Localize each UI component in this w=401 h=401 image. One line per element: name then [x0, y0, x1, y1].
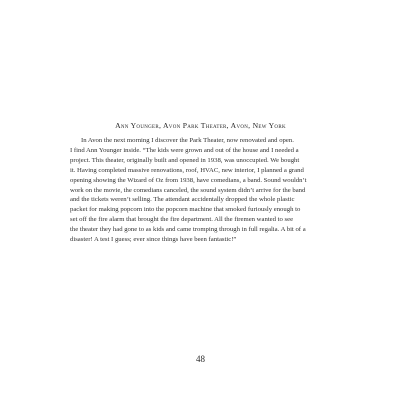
text-line: I find Ann Younger inside. “The kids were grown and out of the house and I needed a: [70, 146, 299, 154]
text-line: work on the movie, the comedians canceled, the sound system didn’t arrive for the band: [70, 186, 306, 194]
text-line: opening showing the Wizard of Oz from 1938, have comedians, a band. Sound wouldn’t: [70, 176, 307, 184]
text-line: In Avon the next morning I discover the Park Theater, now renovated and open.: [81, 137, 294, 144]
text-line: disaster! A test I guess; ever since things have been fantastic!”: [70, 236, 237, 244]
text-line: the theater they had gone to as kids and came tromping through in full regalia. A bit of a: [70, 226, 306, 234]
text-line: project. This theater, originally built and opened in 1938, was unoccupied. We bought: [70, 156, 300, 164]
text-line: and the tickets weren’t selling. The attendant accidentally dropped the whole plastic: [70, 196, 295, 204]
page-number: 48: [196, 354, 205, 364]
section-heading: Ann Younger, Avon Park Theater, Avon, New York: [115, 121, 286, 130]
text-line: packet for making popcorn into the popcorn machine that smoked furiously enough to: [70, 206, 301, 214]
text-line: it. Having completed massive renovations, roof, HVAC, new interior, I planned a grand: [70, 166, 304, 174]
body-paragraph: [70, 136, 332, 245]
text-line: set off the fire alarm that brought the fire department. All the firemen wanted to see: [70, 216, 294, 224]
